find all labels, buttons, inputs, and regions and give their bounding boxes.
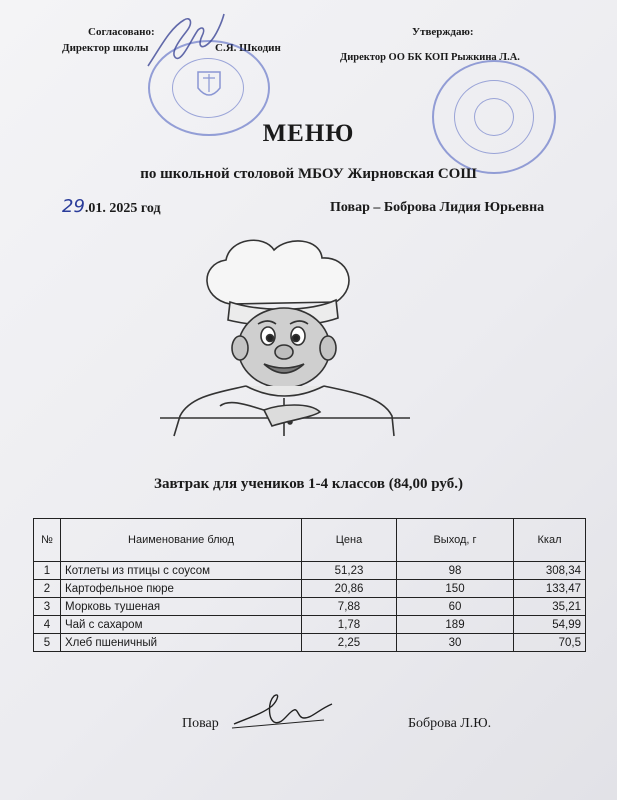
row-number: 3 [34, 598, 61, 616]
menu-date [62, 196, 161, 217]
dish-weight: 30 [397, 634, 514, 652]
col-number-header: № [34, 519, 61, 562]
footer-cook-label: Повар [182, 716, 219, 731]
col-kcal-header: Ккал [514, 519, 586, 562]
row-number: 1 [34, 562, 61, 580]
dish-weight: 98 [397, 562, 514, 580]
dish-name: Котлеты из птицы с соусом [61, 562, 302, 580]
dish-price: 1,78 [302, 616, 397, 634]
col-dish-header: Наименование блюд [61, 519, 302, 562]
table-header-row [34, 519, 586, 562]
director-oo-line: Директор ОО БК КОП Рыжкина Л.А. [340, 52, 520, 63]
table-row [34, 634, 586, 652]
dish-name: Морковь тушеная [61, 598, 302, 616]
dish-name: Чай с сахаром [61, 616, 302, 634]
table-row [34, 616, 586, 634]
dish-price: 2,25 [302, 634, 397, 652]
organization-seal-stamp [432, 60, 556, 174]
table-row [34, 562, 586, 580]
col-price-header: Цена [302, 519, 397, 562]
dish-kcal: 133,47 [514, 580, 586, 598]
cook-line: Повар – Боброва Лидия Юрьевна [330, 200, 545, 215]
row-number: 5 [34, 634, 61, 652]
cook-signature [228, 684, 338, 734]
dish-weight: 189 [397, 616, 514, 634]
page-title: МЕНЮ [262, 120, 355, 147]
approve-label: Утверждаю: [412, 26, 474, 38]
director-signature [140, 8, 230, 78]
director-school-name: С.Я. Шкодин [215, 42, 281, 54]
approved-label: Согласовано: [88, 26, 155, 38]
dish-kcal: 35,21 [514, 598, 586, 616]
director-school-label: Директор школы [62, 42, 149, 54]
date-day-handwritten: 29 [62, 196, 85, 217]
dish-price: 7,88 [302, 598, 397, 616]
dish-name: Картофельное пюре [61, 580, 302, 598]
table-row [34, 598, 586, 616]
dish-kcal: 308,34 [514, 562, 586, 580]
dish-price: 20,86 [302, 580, 397, 598]
chef-illustration [160, 236, 420, 446]
dish-name: Хлеб пшеничный [61, 634, 302, 652]
dish-weight: 60 [397, 598, 514, 616]
dish-kcal: 70,5 [514, 634, 586, 652]
row-number: 2 [34, 580, 61, 598]
breakfast-section-title: Завтрак для учеников 1-4 классов (84,00 руб.) [154, 476, 463, 492]
col-weight-header: Выход, г [397, 519, 514, 562]
page-subtitle: по школьной столовой МБОУ Жирновская СОШ [140, 166, 477, 182]
date-rest: .01. 2025 год [84, 201, 161, 216]
dish-kcal: 54,99 [514, 616, 586, 634]
table-row [34, 580, 586, 598]
dish-weight: 150 [397, 580, 514, 598]
dish-price: 51,23 [302, 562, 397, 580]
footer-cook-name: Боброва Л.Ю. [408, 716, 492, 731]
menu-table [33, 518, 586, 652]
row-number: 4 [34, 616, 61, 634]
